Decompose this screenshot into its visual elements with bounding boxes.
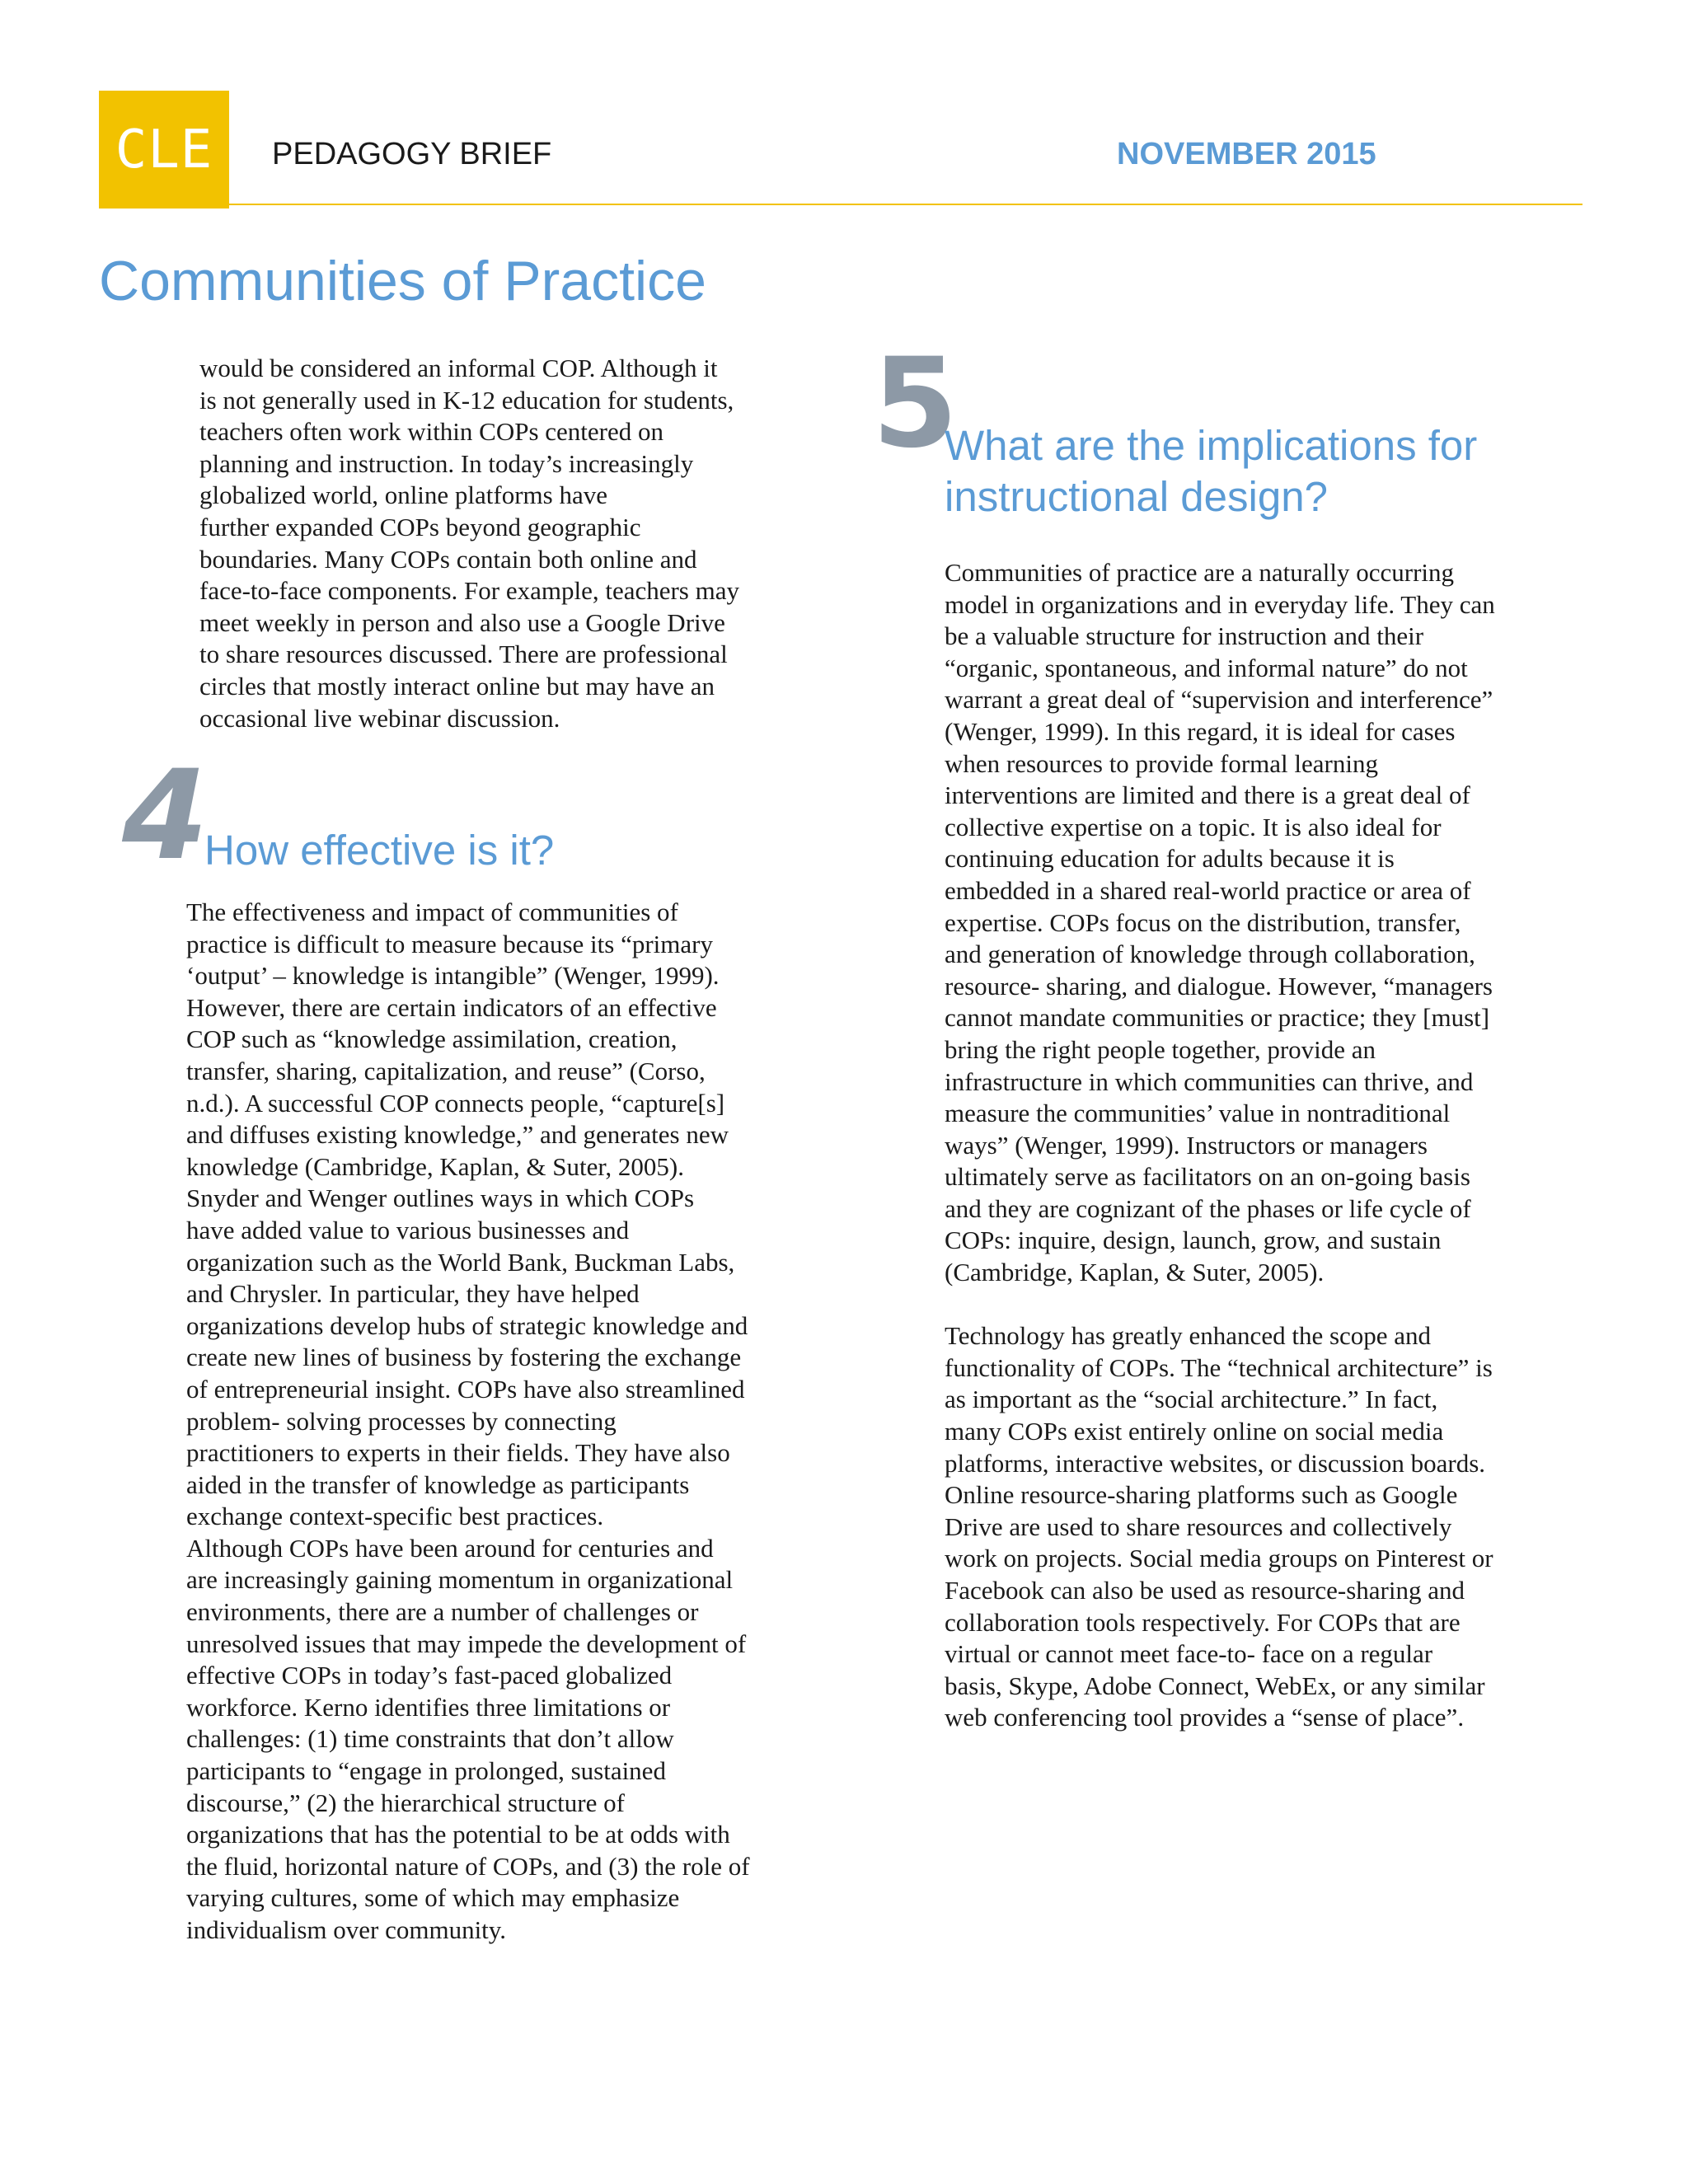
section-heading-effectiveness: How effective is it? [204, 827, 555, 874]
section-number-5: 5 [872, 332, 959, 476]
section-heading-implications: What are the implications for instructional design? [945, 422, 1478, 520]
cle-logo: CLE [99, 91, 229, 209]
section-number-4: 4 [122, 744, 209, 888]
issue-date: NOVEMBER 2015 [1117, 137, 1376, 171]
section-5-body [945, 557, 1571, 1734]
intro-column [199, 353, 826, 734]
section-4-paragraph-1: The effectiveness and impact of communities of practice is difficult to measure because its “primary ‘output’ – knowledge is intangible” (Wenger, 1999). However, there are certain indicators of an effective COP such as “knowledge assimilation, creation, transfer, sharing, capitalization, and reuse” (Corso, n.d.). A successful COP connects people, “capture[s] and diffuses existing knowledge,” and generates new knowledge (Cambridge, Kaplan, & Suter, 2005). Snyder and Wenger outlines ways in which COPs have added value to various businesses and organization such as the World Bank, Buckman Labs, and Chrysler. In particular, they have helped organizations develop hubs of strategic knowledge and create new lines of business by fostering the exchange of entrepreneurial insight. COPs have also streamlined problem- solving processes by connecting practitioners to experts in their fields. They have also aided in the transfer of knowledge as participants exchange context-specific best practices. [186, 898, 748, 1531]
section-5-paragraph-2: Technology has greatly enhanced the scope and functionality of COPs. The “technical architecture” is as important as the “social architecture.” In fact, many COPs exist entirely online on social media platforms, interactive websites, or discussion boards. Online resource-sharing platforms such as Google Drive are used to share resources and collectively work on projects. Social media groups on Pinterest or Facebook can also be used as resource-sharing and collaboration tools respectively. For COPs that are virtual or cannot meet face-to- face on a regular basis, Skype, Adobe Connect, WebEx, or any similar web conferencing tool provides a “sense of place”. [945, 1321, 1493, 1732]
intro-paragraph: would be considered an informal COP. Although it is not generally used in K-12 education for students, teachers often work within COPs centered on planning and instruction. In today’s increasingly globalized world, online platforms have further expanded COPs beyond geographic boundaries. Many COPs contain both online and face-to-face components. For example, teachers may meet weekly in person and also use a Google Drive to share resources discussed. There are professional circles that mostly interact online but may have an occasional live webinar discussion. [199, 354, 739, 733]
paragraph-spacer [945, 1289, 1571, 1321]
brief-type-label: PEDAGOGY BRIEF [272, 137, 552, 171]
section-5-paragraph-1: Communities of practice are a naturally occurring model in organizations and in everyday life. They can be a valuable structure for instruction and their “organic, spontaneous, and informal nature” do not warrant a great deal of “supervision and interference” (Wenger, 1999). In this regard, it is ideal for cases when resources to provide formal learning interventions are limited and there is a great deal of collective expertise on a topic. It is also ideal for continuing education for adults because it is embedded in a shared real-world practice or area of expertise. COPs focus on the distribution, transfer, and generation of knowledge through collaboration, resource- sharing, and dialogue. However, “managers cannot mandate communities or practice; they [must] bring the right people together, provide an infrastructure in which communities can thrive, and measure the communities’ value in nontraditional ways” (Wenger, 1999). Instructors or managers ultimately serve as facilitators on an on-going basis and they are cognizant of the phases or life cycle of COPs: inquire, design, launch, grow, and sustain (Cambridge, Kaplan, & Suter, 2005). [945, 558, 1495, 1287]
page-title: Communities of Practice [99, 250, 706, 312]
section-4-body [186, 897, 829, 1947]
header-divider [99, 204, 1582, 205]
section-4-paragraph-2: Although COPs have been around for centuries and are increasingly gaining momentum in organizational environments, there are a number of challenges or unresolved issues that may impede the development of effective COPs in today’s fast-paced globalized workforce. Kerno identifies three limitations or challenges: (1) time constraints that don’t allow participants to “engage in prolonged, sustained discourse,” (2) the hierarchical structure of organizations that has the potential to be at odds with the fluid, horizontal nature of COPs, and (3) the role of varying cultures, some of which may emphasize individualism over community. [186, 1533, 750, 1944]
